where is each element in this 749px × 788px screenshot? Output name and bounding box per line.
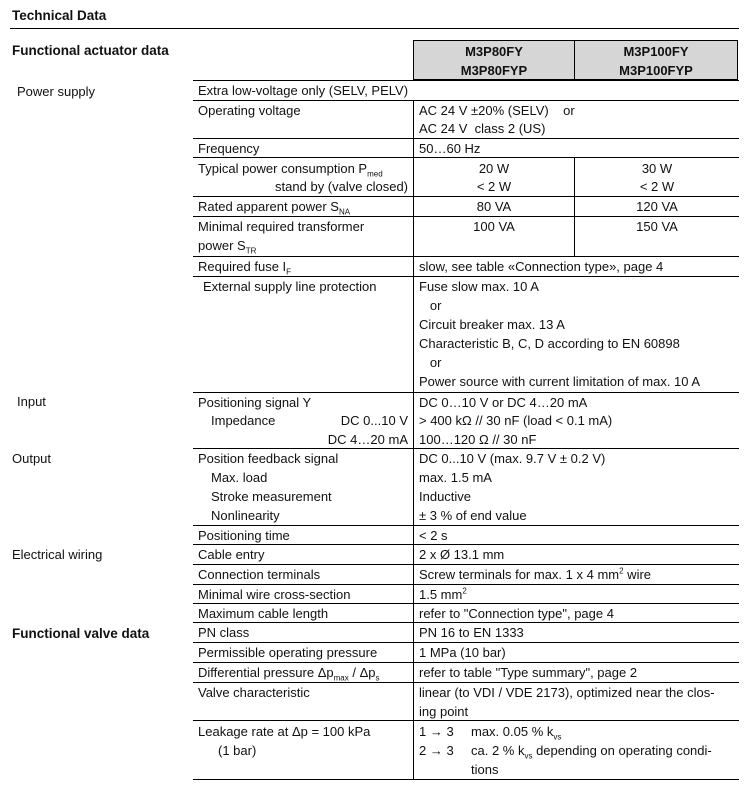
operating-voltage-value: AC 24 V ±20% (SELV) or — [419, 103, 575, 118]
column-header-m3p100 — [574, 40, 738, 80]
section-heading-valve: Functional valve data — [12, 626, 150, 641]
standby-m3p100: < 2 W — [639, 179, 675, 194]
power-consumption-m3p80: 20 W — [478, 161, 510, 176]
frequency-label: Frequency — [198, 141, 260, 156]
cable-entry-label: Cable entry — [198, 547, 265, 562]
value-text: wire — [623, 567, 652, 582]
required-fuse-label — [198, 257, 291, 276]
positioning-signal-label: Positioning signal Y — [198, 395, 312, 410]
connection-terminals-label: Connection terminals — [198, 567, 321, 582]
supply-protection-label: External supply line protection — [203, 279, 377, 294]
column-header-line: M3P100FYP — [619, 63, 693, 78]
operating-pressure-value: 1 MPa (10 bar) — [419, 645, 506, 660]
label-subscript: s — [375, 673, 380, 683]
positioning-time-value: < 2 s — [419, 528, 448, 543]
wire-cross-section-label: Minimal wire cross-section — [198, 587, 351, 602]
cable-length-value: refer to "Connection type", page 4 — [419, 606, 614, 621]
label-subscript: F — [286, 267, 292, 277]
feedback-signal-value: DC 0...10 V (max. 9.7 V ± 0.2 V) — [419, 451, 606, 466]
valve-characteristic-value-cont: ing point — [419, 704, 469, 719]
required-fuse-value: slow, see table «Connection type», page 4 — [419, 259, 664, 274]
max-load-value: max. 1.5 mA — [419, 470, 492, 485]
label-subscript: max — [333, 673, 349, 683]
group-label-power-supply: Power supply — [17, 84, 96, 99]
wire-cross-section-value — [419, 585, 467, 604]
supply-protection-line: Circuit breaker max. 13 A — [419, 317, 565, 332]
value-text: Screw terminals for max. 1 x 4 mm — [419, 567, 620, 582]
column-header-line: M3P100FY — [623, 44, 689, 59]
transformer-power-m3p100: 150 VA — [636, 219, 678, 234]
value-text: ca. 2 % k — [471, 743, 525, 758]
transformer-power-m3p80: 100 VA — [473, 219, 515, 234]
leakage-rate-label: Leakage rate at Δp = 100 kPa — [198, 724, 371, 739]
transformer-power-label-2 — [198, 236, 256, 255]
row-divider — [193, 779, 739, 780]
group-label-output: Output — [12, 451, 52, 466]
value-text: max. 0.05 % k — [471, 724, 554, 739]
frequency-value: 50…60 Hz — [419, 141, 481, 156]
valve-characteristic-label: Valve characteristic — [198, 685, 310, 700]
leakage-path-label: 1 → 3 — [419, 724, 454, 739]
value-subscript: vs — [524, 751, 533, 761]
cable-length-label: Maximum cable length — [198, 606, 329, 621]
impedance-current-value: 100…120 Ω // 30 nF — [419, 432, 537, 447]
value-text: depending on operating condi- — [532, 743, 712, 758]
rated-power-m3p80: 80 VA — [476, 199, 512, 214]
extra-low-voltage-note: Extra low-voltage only (SELV, PELV) — [198, 83, 409, 98]
positioning-time-label: Positioning time — [198, 528, 290, 543]
valve-characteristic-value: linear (to VDI / VDE 2173), optimized near the clos- — [419, 685, 715, 700]
supply-protection-line: Power source with current limitation of max. 10 A — [419, 374, 701, 389]
page-title: Technical Data — [12, 8, 107, 23]
supply-protection-line: or — [419, 355, 442, 370]
max-load-label: Max. load — [211, 470, 268, 485]
rated-power-label — [198, 197, 350, 216]
column-header-m3p80 — [413, 40, 575, 80]
supply-protection-line: Fuse slow max. 10 A — [419, 279, 539, 294]
leakage-path-2-cont: tions — [471, 762, 499, 777]
transformer-power-label: Minimal required transformer — [198, 219, 365, 234]
label-text: Typical power consumption P — [198, 161, 368, 176]
power-consumption-label — [198, 159, 383, 178]
value-text: 1.5 mm — [419, 587, 463, 602]
label-text: Required fuse I — [198, 259, 287, 274]
value-superscript: 2 — [619, 566, 624, 576]
impedance-label: Impedance — [211, 413, 276, 428]
leakage-path-label: 2 → 3 — [419, 743, 454, 758]
label-subscript: TR — [245, 246, 257, 256]
pn-class-label: PN class — [198, 625, 250, 640]
label-subscript: med — [367, 169, 383, 179]
differential-pressure-value: refer to table "Type summary", page 2 — [419, 665, 638, 680]
leakage-path-1 — [419, 722, 561, 741]
pn-class-value: PN 16 to EN 1333 — [419, 625, 524, 640]
connection-terminals-value — [419, 565, 651, 584]
operating-pressure-label: Permissible operating pressure — [198, 645, 378, 660]
rated-power-m3p100: 120 VA — [636, 199, 678, 214]
column-header-line: M3P80FY — [465, 44, 523, 59]
label-text: power S — [198, 238, 246, 253]
standby-label: stand by (valve closed) — [275, 179, 408, 194]
value-superscript: 2 — [462, 586, 467, 596]
value-subscript: vs — [553, 732, 562, 742]
leakage-rate-label-2: (1 bar) — [218, 743, 257, 758]
label-text: Differential pressure Δp — [198, 665, 334, 680]
feedback-signal-label: Position feedback signal — [198, 451, 339, 466]
section-heading-actuator: Functional actuator data — [12, 43, 169, 58]
title-divider — [10, 28, 739, 29]
group-label-electrical-wiring: Electrical wiring — [12, 547, 103, 562]
label-text: Rated apparent power S — [198, 199, 339, 214]
label-subscript: NA — [338, 207, 351, 217]
differential-pressure-label — [198, 663, 380, 682]
positioning-signal-value: DC 0…10 V or DC 4…20 mA — [419, 395, 588, 410]
operating-voltage-label: Operating voltage — [198, 103, 301, 118]
nonlinearity-label: Nonlinearity — [211, 508, 280, 523]
power-consumption-m3p100: 30 W — [641, 161, 673, 176]
column-header-line: M3P80FYP — [460, 63, 528, 78]
group-label-input: Input — [17, 394, 46, 409]
operating-voltage-value-us: AC 24 V class 2 (US) — [419, 121, 546, 136]
impedance-voltage-value: > 400 kΩ // 30 nF (load < 0.1 mA) — [419, 413, 613, 428]
impedance-current-label: DC 4…20 mA — [327, 432, 408, 447]
cable-entry-value: 2 x Ø 13.1 mm — [419, 547, 505, 562]
impedance-voltage-label: DC 0...10 V — [340, 413, 408, 428]
supply-protection-line: Characteristic B, C, D according to EN 60898 — [419, 336, 680, 351]
label-text: / Δp — [348, 665, 376, 680]
nonlinearity-value: ± 3 % of end value — [419, 508, 527, 523]
standby-m3p80: < 2 W — [476, 179, 512, 194]
stroke-measurement-label: Stroke measurement — [211, 489, 332, 504]
stroke-measurement-value: Inductive — [419, 489, 472, 504]
supply-protection-line: or — [419, 298, 442, 313]
leakage-path-2 — [419, 741, 712, 760]
